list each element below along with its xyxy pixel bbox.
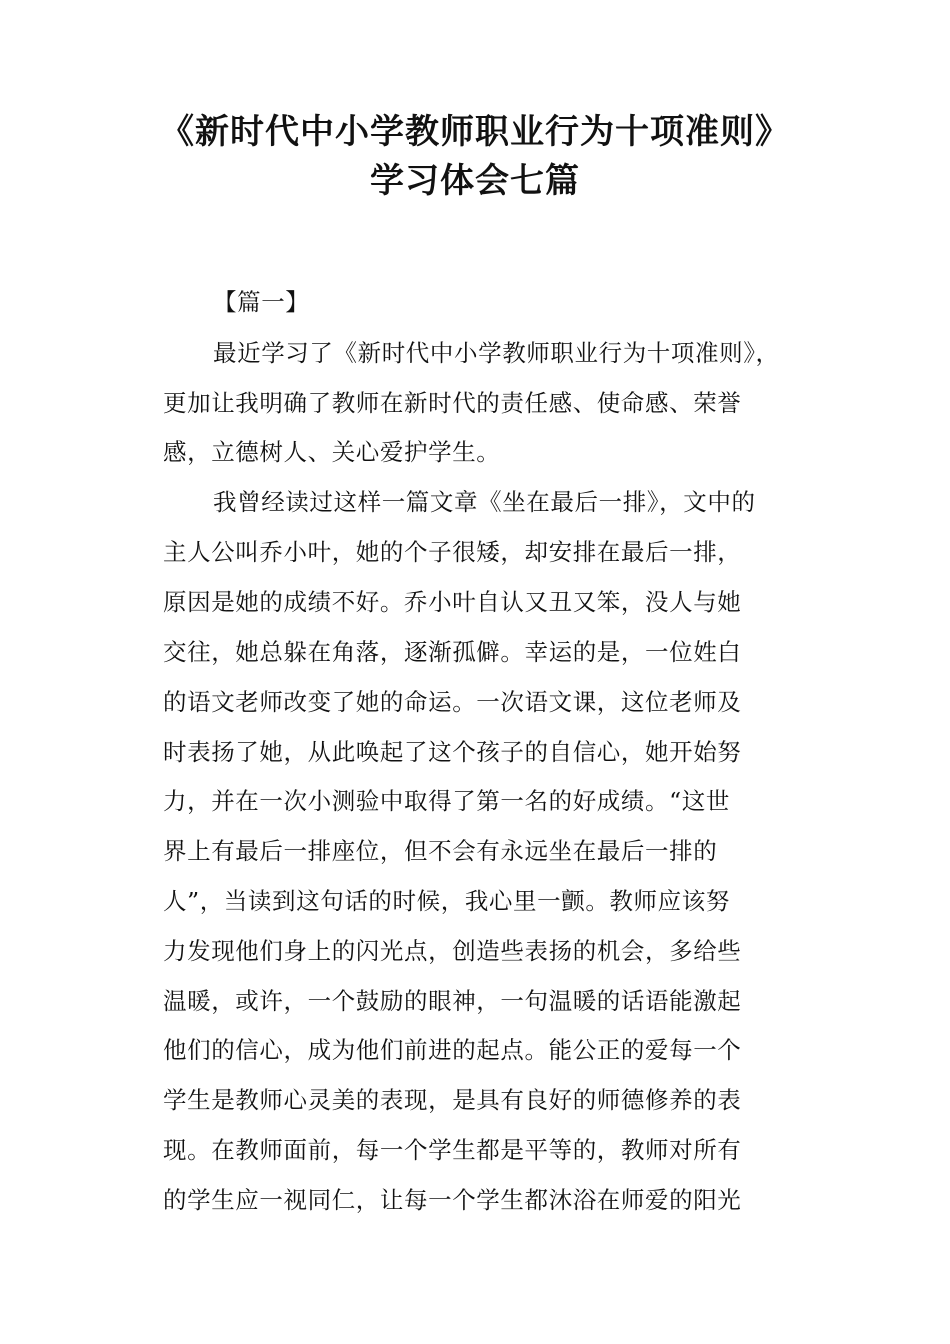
paragraph-line: 交往，她总躲在角落，逐渐孤僻。幸运的是，一位姓白 — [163, 638, 742, 666]
paragraph-line: 原因是她的成绩不好。乔小叶自认又丑又笨，没人与她 — [163, 588, 742, 616]
paragraph-line: 力，并在一次小测验中取得了第一名的好成绩。“这世 — [163, 787, 730, 815]
paragraph-line: 他们的信心，成为他们前进的起点。能公正的爱每一个 — [163, 1036, 742, 1064]
paragraph-line: 界上有最后一排座位，但不会有永远坐在最后一排的 — [163, 837, 718, 865]
paragraph-line: 最近学习了《新时代中小学教师职业行为十项准则》， — [213, 339, 780, 367]
document-title-line-2: 学习体会七篇 — [370, 161, 580, 201]
paragraph-line: 力发现他们身上的闪光点，创造些表扬的机会，多给些 — [163, 937, 742, 965]
section-heading: 【篇一】 — [213, 288, 310, 316]
paragraph-line: 学生是教师心灵美的表现，是具有良好的师德修养的表 — [163, 1086, 742, 1114]
paragraph-line: 现。在教师面前，每一个学生都是平等的，教师对所有 — [163, 1136, 742, 1164]
document-title-line-1: 《新时代中小学教师职业行为十项准则》 — [160, 112, 790, 152]
paragraph-line: 时表扬了她，从此唤起了这个孩子的自信心，她开始努 — [163, 738, 742, 766]
paragraph-line: 更加让我明确了教师在新时代的责任感、使命感、荣誉 — [163, 389, 742, 417]
paragraph-line: 感，立德树人、关心爱护学生。 — [163, 438, 501, 466]
paragraph-line: 的学生应一视同仁，让每一个学生都沐浴在师爱的阳光 — [163, 1186, 742, 1214]
paragraph-line: 的语文老师改变了她的命运。一次语文课，这位老师及 — [163, 688, 742, 716]
paragraph-line: 我曾经读过这样一篇文章《坐在最后一排》，文中的 — [213, 488, 756, 516]
paragraph-line: 主人公叫乔小叶，她的个子很矮，却安排在最后一排， — [163, 538, 742, 566]
paragraph-line: 温暖，或许，一个鼓励的眼神，一句温暖的话语能激起 — [163, 987, 742, 1015]
paragraph-line: 人”，当读到这句话的时候，我心里一颤。教师应该努 — [163, 887, 730, 915]
